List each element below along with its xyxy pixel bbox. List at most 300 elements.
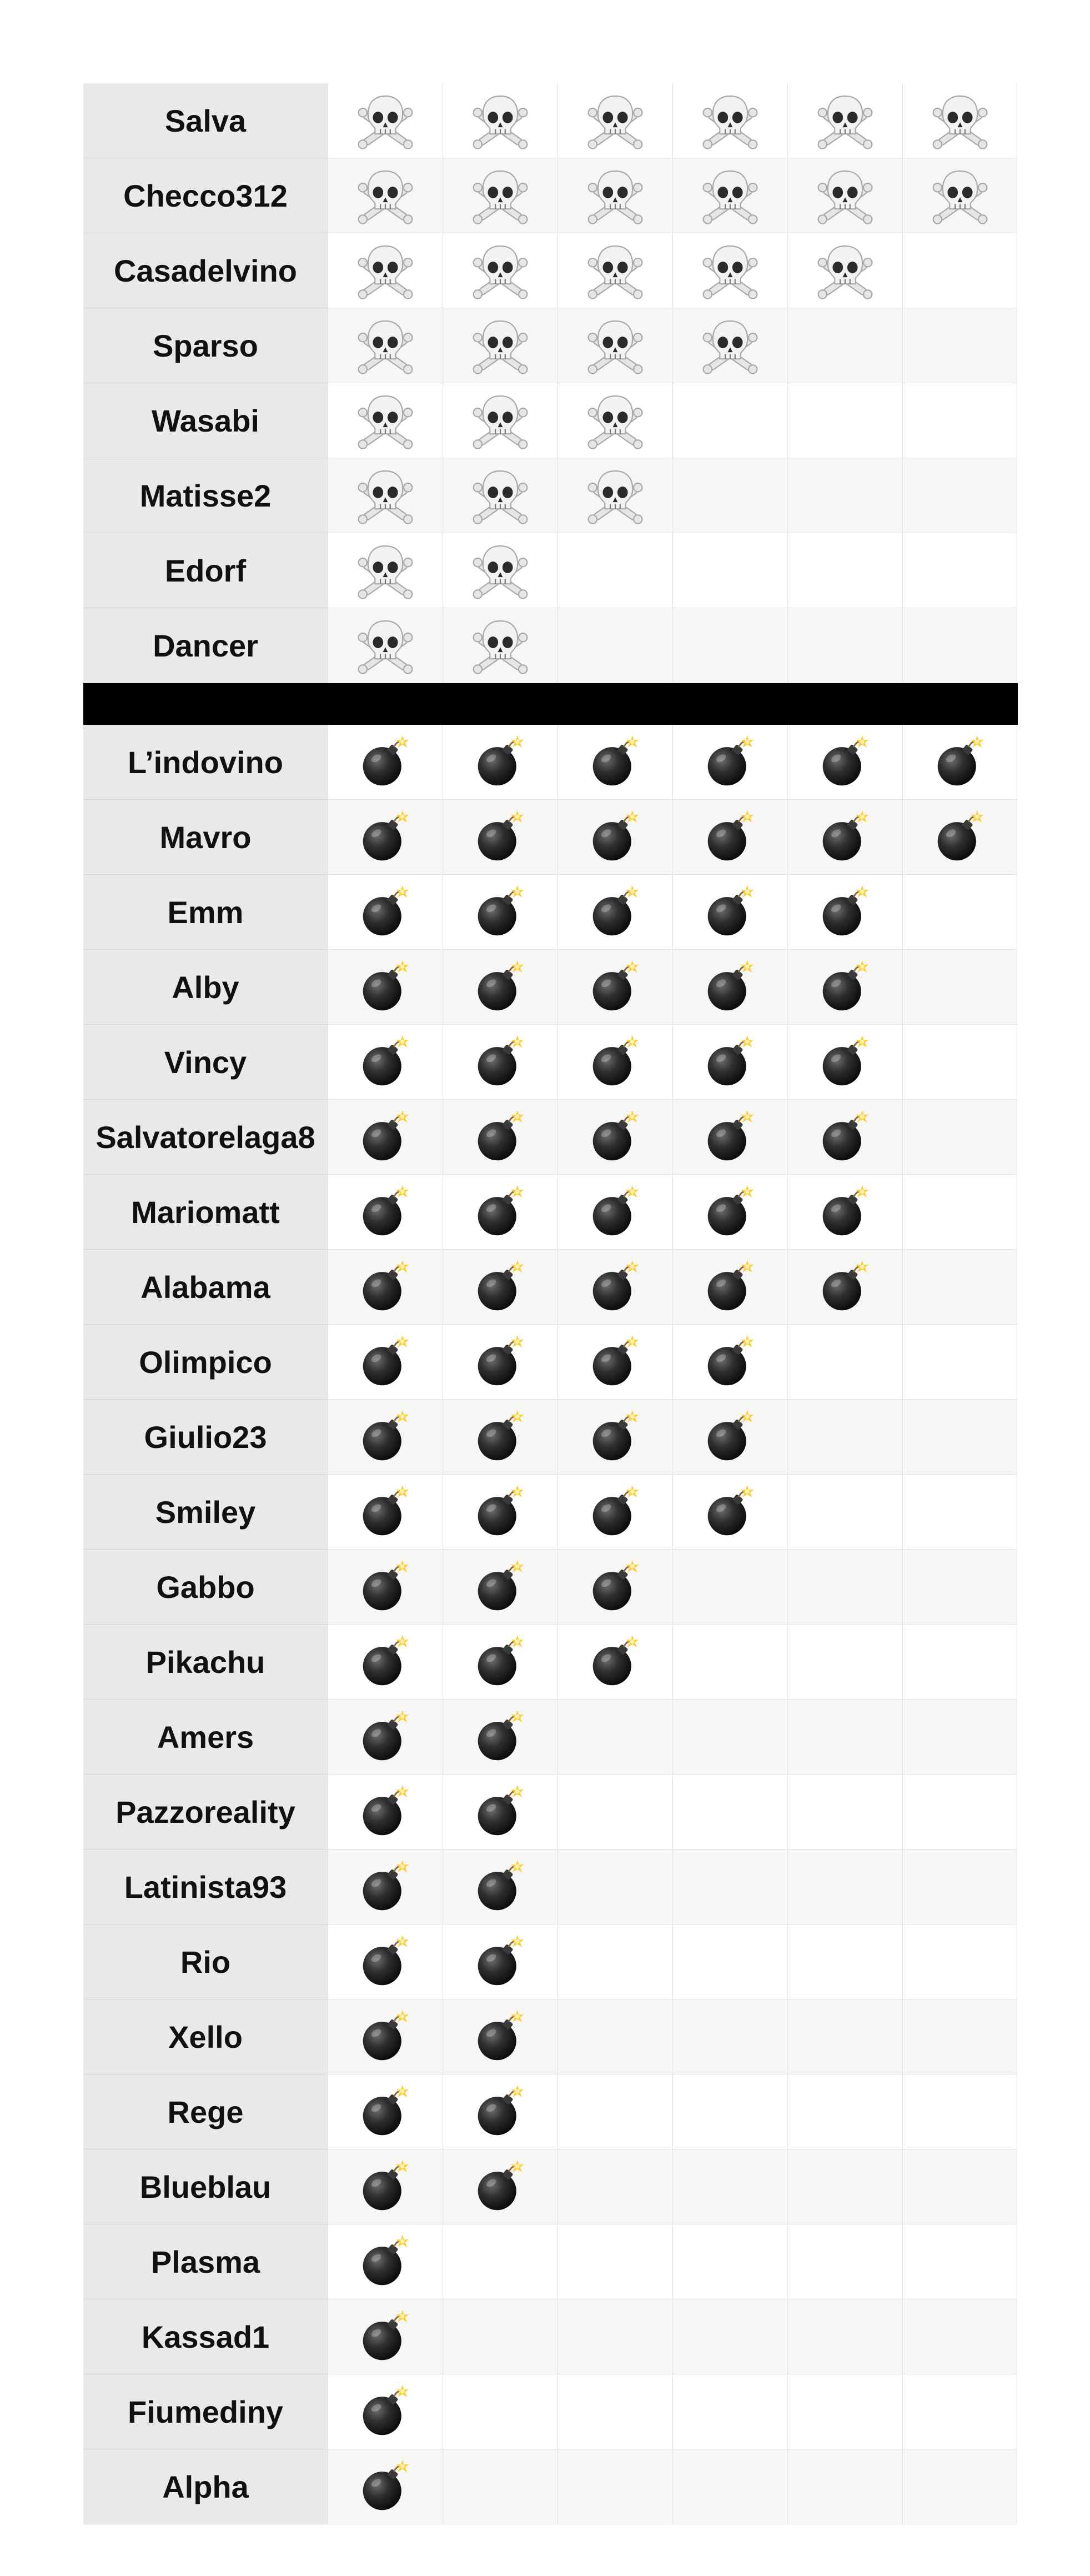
- section-divider: [83, 683, 1018, 725]
- player-name: Mavro: [83, 800, 328, 875]
- bomb-row: [83, 2374, 1018, 2449]
- bomb-row: [83, 1025, 1018, 1100]
- bomb-icon: [933, 735, 987, 789]
- skull-crossbones-icon: [470, 465, 531, 526]
- count-cell: [672, 1850, 787, 1925]
- skull-crossbones-icon: [815, 240, 876, 301]
- count-cell: [787, 1025, 902, 1100]
- bomb-icon: [474, 1410, 527, 1464]
- bomb-icon: [474, 1860, 527, 1913]
- bomb-row: [83, 2149, 1018, 2224]
- count-cell: [557, 2374, 672, 2449]
- bomb-icon: [474, 735, 527, 789]
- skull-crossbones-icon: [355, 615, 416, 676]
- player-name: Plasma: [83, 2224, 328, 2299]
- bomb-icon: [589, 1035, 642, 1089]
- count-cell: [443, 1700, 557, 1775]
- bomb-icon: [589, 1410, 642, 1464]
- count-cell: [328, 2149, 443, 2224]
- bomb-icon: [359, 1410, 412, 1464]
- count-cell: [557, 608, 672, 683]
- bomb-icon: [818, 1185, 872, 1239]
- count-cell: [557, 1550, 672, 1625]
- count-cell: [328, 1925, 443, 1999]
- bomb-row: [83, 1475, 1018, 1550]
- count-cell: [787, 1625, 902, 1700]
- count-cell: [672, 1550, 787, 1625]
- skull-crossbones-icon: [355, 165, 416, 226]
- count-cell: [672, 1775, 787, 1850]
- count-cell: [328, 1100, 443, 1175]
- count-cell: [672, 1100, 787, 1175]
- count-cell: [443, 800, 557, 875]
- count-cell: [328, 2224, 443, 2299]
- bomb-icon: [359, 2160, 412, 2213]
- count-cell: [557, 2449, 672, 2524]
- skull-crossbones-icon: [355, 240, 416, 301]
- skull-crossbones-icon: [700, 240, 761, 301]
- count-cell: [672, 1925, 787, 1999]
- count-cell: [328, 1175, 443, 1250]
- count-cell: [557, 1625, 672, 1700]
- bomb-icon: [474, 1260, 527, 1314]
- count-cell: [787, 1999, 902, 2074]
- count-cell: [328, 1700, 443, 1775]
- count-cell: [902, 1999, 1017, 2074]
- count-cell: [443, 1475, 557, 1550]
- count-cell: [557, 1850, 672, 1925]
- player-name: Kassad1: [83, 2299, 328, 2374]
- count-cell: [557, 875, 672, 950]
- bomb-icon: [474, 1785, 527, 1838]
- count-cell: [443, 1025, 557, 1100]
- player-name: Smiley: [83, 1475, 328, 1550]
- count-cell: [328, 308, 443, 383]
- bomb-icon: [589, 735, 642, 789]
- player-name: L’indovino: [83, 725, 328, 800]
- count-cell: [787, 1700, 902, 1775]
- count-cell: [443, 950, 557, 1025]
- count-cell: [557, 1475, 672, 1550]
- bomb-row: [83, 2224, 1018, 2299]
- bomb-row: [83, 800, 1018, 875]
- bomb-icon: [474, 1560, 527, 1613]
- player-name: Checco312: [83, 158, 328, 233]
- bomb-icon: [704, 1035, 757, 1089]
- skull-crossbones-icon: [585, 465, 646, 526]
- count-cell: [787, 2074, 902, 2149]
- bomb-icon: [818, 810, 872, 864]
- count-cell: [902, 383, 1017, 458]
- player-name: Vincy: [83, 1025, 328, 1100]
- bomb-row: [83, 1625, 1018, 1700]
- skull-crossbones-icon: [355, 90, 416, 151]
- bomb-icon: [589, 810, 642, 864]
- count-cell: [557, 308, 672, 383]
- count-cell: [787, 950, 902, 1025]
- bomb-icon: [359, 1785, 412, 1838]
- count-cell: [443, 2299, 557, 2374]
- skull-crossbones-icon: [470, 90, 531, 151]
- skull-row: [83, 308, 1018, 383]
- count-cell: [672, 2299, 787, 2374]
- count-cell: [328, 83, 443, 158]
- count-cell: [443, 2449, 557, 2524]
- skull-row: [83, 458, 1018, 533]
- bomb-icon: [704, 885, 757, 939]
- count-cell: [328, 2374, 443, 2449]
- count-cell: [557, 233, 672, 308]
- count-cell: [787, 1100, 902, 1175]
- bomb-icon: [589, 1110, 642, 1164]
- count-cell: [672, 1025, 787, 1100]
- bomb-icon: [474, 2160, 527, 2213]
- count-cell: [557, 1700, 672, 1775]
- count-cell: [902, 1100, 1017, 1175]
- count-cell: [328, 1025, 443, 1100]
- skull-crossbones-icon: [355, 390, 416, 451]
- count-cell: [672, 158, 787, 233]
- count-cell: [787, 608, 902, 683]
- count-cell: [672, 458, 787, 533]
- bomb-icon: [359, 2085, 412, 2138]
- bomb-icon: [474, 1035, 527, 1089]
- count-cell: [787, 158, 902, 233]
- bomb-row: [83, 1250, 1018, 1325]
- player-name: Gabbo: [83, 1550, 328, 1625]
- count-cell: [672, 950, 787, 1025]
- skull-row: [83, 158, 1018, 233]
- bomb-row: [83, 1400, 1018, 1475]
- player-name: Blueblau: [83, 2149, 328, 2224]
- count-cell: [443, 158, 557, 233]
- count-cell: [672, 2074, 787, 2149]
- count-cell: [672, 233, 787, 308]
- bomb-icon: [359, 2235, 412, 2288]
- count-cell: [672, 725, 787, 800]
- player-name: Salva: [83, 83, 328, 158]
- count-cell: [902, 83, 1017, 158]
- bomb-icon: [818, 960, 872, 1014]
- count-cell: [443, 383, 557, 458]
- player-name: Pikachu: [83, 1625, 328, 1700]
- skull-row: [83, 233, 1018, 308]
- skull-crossbones-icon: [470, 615, 531, 676]
- player-name: Rio: [83, 1925, 328, 1999]
- skull-crossbones-icon: [470, 390, 531, 451]
- count-cell: [672, 1250, 787, 1325]
- bomb-icon: [589, 1185, 642, 1239]
- count-cell: [902, 308, 1017, 383]
- count-cell: [443, 1325, 557, 1400]
- count-cell: [557, 2149, 672, 2224]
- bomb-icon: [474, 2085, 527, 2138]
- bomb-icon: [474, 1110, 527, 1164]
- count-cell: [787, 2374, 902, 2449]
- count-cell: [443, 2224, 557, 2299]
- count-cell: [328, 1850, 443, 1925]
- bomb-icon: [359, 1260, 412, 1314]
- bomb-row: [83, 1999, 1018, 2074]
- count-cell: [902, 1925, 1017, 1999]
- player-name: Pazzoreality: [83, 1775, 328, 1850]
- count-cell: [787, 2224, 902, 2299]
- count-cell: [787, 1175, 902, 1250]
- bomb-icon: [589, 1560, 642, 1613]
- count-cell: [672, 1400, 787, 1475]
- skull-crossbones-icon: [815, 90, 876, 151]
- bomb-icon: [589, 885, 642, 939]
- count-cell: [328, 725, 443, 800]
- bomb-icon: [359, 2460, 412, 2513]
- skull-crossbones-icon: [470, 165, 531, 226]
- count-cell: [902, 2149, 1017, 2224]
- count-cell: [672, 875, 787, 950]
- count-cell: [787, 533, 902, 608]
- bomb-icon: [589, 1260, 642, 1314]
- count-cell: [328, 1999, 443, 2074]
- count-cell: [902, 1550, 1017, 1625]
- count-cell: [902, 1400, 1017, 1475]
- count-cell: [443, 308, 557, 383]
- player-name: Xello: [83, 1999, 328, 2074]
- bomb-icon: [474, 1485, 527, 1538]
- count-cell: [902, 533, 1017, 608]
- count-cell: [557, 1175, 672, 1250]
- count-cell: [902, 1700, 1017, 1775]
- count-cell: [557, 1250, 672, 1325]
- count-cell: [787, 1400, 902, 1475]
- count-cell: [787, 800, 902, 875]
- count-cell: [557, 1925, 672, 1999]
- skull-crossbones-icon: [930, 165, 991, 226]
- count-cell: [787, 1850, 902, 1925]
- count-cell: [443, 2074, 557, 2149]
- count-cell: [443, 875, 557, 950]
- bomb-section: [83, 725, 1018, 2524]
- count-cell: [902, 875, 1017, 950]
- bomb-row: [83, 725, 1018, 800]
- count-cell: [557, 1025, 672, 1100]
- count-cell: [443, 1250, 557, 1325]
- count-cell: [443, 608, 557, 683]
- count-cell: [672, 308, 787, 383]
- bomb-icon: [474, 2010, 527, 2063]
- count-cell: [787, 383, 902, 458]
- count-cell: [787, 875, 902, 950]
- skull-crossbones-icon: [585, 240, 646, 301]
- count-cell: [902, 1775, 1017, 1850]
- bomb-row: [83, 1775, 1018, 1850]
- bomb-icon: [818, 1260, 872, 1314]
- bomb-row: [83, 1175, 1018, 1250]
- player-name: Dancer: [83, 608, 328, 683]
- bomb-row: [83, 2299, 1018, 2374]
- skull-crossbones-icon: [585, 315, 646, 376]
- count-cell: [787, 1550, 902, 1625]
- count-cell: [672, 608, 787, 683]
- count-cell: [672, 1325, 787, 1400]
- skull-crossbones-icon: [585, 90, 646, 151]
- player-name: Wasabi: [83, 383, 328, 458]
- count-cell: [557, 1400, 672, 1475]
- bomb-icon: [359, 960, 412, 1014]
- count-cell: [557, 725, 672, 800]
- count-cell: [902, 950, 1017, 1025]
- count-cell: [672, 1700, 787, 1775]
- bomb-icon: [818, 1110, 872, 1164]
- count-cell: [672, 1625, 787, 1700]
- skull-crossbones-icon: [355, 315, 416, 376]
- bomb-row: [83, 950, 1018, 1025]
- bomb-row: [83, 1850, 1018, 1925]
- bomb-icon: [474, 1710, 527, 1763]
- count-cell: [787, 2299, 902, 2374]
- count-cell: [902, 1250, 1017, 1325]
- count-cell: [902, 2224, 1017, 2299]
- count-cell: [672, 1175, 787, 1250]
- count-cell: [443, 83, 557, 158]
- count-cell: [328, 800, 443, 875]
- bomb-icon: [359, 1710, 412, 1763]
- bomb-icon: [704, 735, 757, 789]
- bomb-icon: [704, 1185, 757, 1239]
- count-cell: [557, 533, 672, 608]
- bomb-row: [83, 1550, 1018, 1625]
- bomb-icon: [359, 1860, 412, 1913]
- count-cell: [672, 1999, 787, 2074]
- bomb-icon: [359, 1185, 412, 1239]
- count-cell: [443, 1550, 557, 1625]
- player-name: Latinista93: [83, 1850, 328, 1925]
- count-cell: [328, 608, 443, 683]
- count-cell: [443, 1625, 557, 1700]
- bomb-icon: [704, 1485, 757, 1538]
- count-cell: [443, 1100, 557, 1175]
- count-cell: [787, 725, 902, 800]
- player-name: Alabama: [83, 1250, 328, 1325]
- count-cell: [672, 2374, 787, 2449]
- count-cell: [672, 533, 787, 608]
- bomb-icon: [474, 810, 527, 864]
- player-name: Olimpico: [83, 1325, 328, 1400]
- skull-row: [83, 608, 1018, 683]
- bomb-icon: [474, 960, 527, 1014]
- count-cell: [328, 950, 443, 1025]
- count-cell: [557, 1100, 672, 1175]
- skull-row: [83, 383, 1018, 458]
- count-cell: [328, 383, 443, 458]
- count-cell: [902, 2299, 1017, 2374]
- count-cell: [557, 458, 672, 533]
- skull-crossbones-icon: [700, 315, 761, 376]
- skull-crossbones-icon: [930, 90, 991, 151]
- player-name: Alpha: [83, 2449, 328, 2524]
- count-cell: [443, 458, 557, 533]
- count-cell: [328, 1550, 443, 1625]
- count-cell: [443, 1775, 557, 1850]
- player-name: Emm: [83, 875, 328, 950]
- bomb-icon: [704, 810, 757, 864]
- count-cell: [787, 1325, 902, 1400]
- bomb-icon: [589, 960, 642, 1014]
- count-cell: [902, 233, 1017, 308]
- bomb-icon: [474, 1935, 527, 1988]
- count-cell: [557, 1775, 672, 1850]
- skull-row: [83, 83, 1018, 158]
- count-cell: [328, 2299, 443, 2374]
- count-cell: [787, 458, 902, 533]
- count-cell: [902, 2074, 1017, 2149]
- count-cell: [328, 875, 443, 950]
- count-cell: [902, 1175, 1017, 1250]
- bomb-icon: [589, 1485, 642, 1538]
- bomb-icon: [359, 810, 412, 864]
- player-name: Matisse2: [83, 458, 328, 533]
- skull-crossbones-icon: [585, 165, 646, 226]
- count-cell: [443, 2374, 557, 2449]
- bomb-icon: [359, 735, 412, 789]
- count-cell: [557, 800, 672, 875]
- bomb-icon: [589, 1635, 642, 1688]
- count-cell: [787, 1475, 902, 1550]
- count-cell: [672, 2224, 787, 2299]
- bomb-icon: [704, 1335, 757, 1389]
- bomb-icon: [359, 1560, 412, 1613]
- count-cell: [443, 1400, 557, 1475]
- player-name: Giulio23: [83, 1400, 328, 1475]
- count-cell: [902, 2374, 1017, 2449]
- count-cell: [328, 1625, 443, 1700]
- skull-crossbones-icon: [815, 165, 876, 226]
- count-cell: [328, 158, 443, 233]
- count-cell: [902, 458, 1017, 533]
- bomb-icon: [359, 885, 412, 939]
- count-cell: [443, 2149, 557, 2224]
- player-name: Edorf: [83, 533, 328, 608]
- skull-crossbones-icon: [355, 465, 416, 526]
- bomb-icon: [359, 1110, 412, 1164]
- count-cell: [902, 1625, 1017, 1700]
- player-name: Alby: [83, 950, 328, 1025]
- bomb-icon: [589, 1335, 642, 1389]
- skull-section: [83, 83, 1018, 683]
- count-cell: [787, 1775, 902, 1850]
- skull-row: [83, 533, 1018, 608]
- count-cell: [787, 1250, 902, 1325]
- count-cell: [557, 158, 672, 233]
- player-name: Sparso: [83, 308, 328, 383]
- count-cell: [328, 2074, 443, 2149]
- count-cell: [443, 1925, 557, 1999]
- bomb-row: [83, 1700, 1018, 1775]
- bomb-icon: [474, 1335, 527, 1389]
- count-cell: [328, 458, 443, 533]
- bomb-icon: [474, 885, 527, 939]
- bomb-icon: [359, 1485, 412, 1538]
- bomb-icon: [704, 960, 757, 1014]
- count-cell: [672, 800, 787, 875]
- count-cell: [902, 725, 1017, 800]
- bomb-icon: [933, 810, 987, 864]
- bomb-icon: [818, 735, 872, 789]
- count-cell: [328, 1250, 443, 1325]
- bomb-icon: [359, 1635, 412, 1688]
- skull-crossbones-icon: [700, 90, 761, 151]
- count-cell: [557, 1325, 672, 1400]
- count-cell: [557, 83, 672, 158]
- count-cell: [902, 608, 1017, 683]
